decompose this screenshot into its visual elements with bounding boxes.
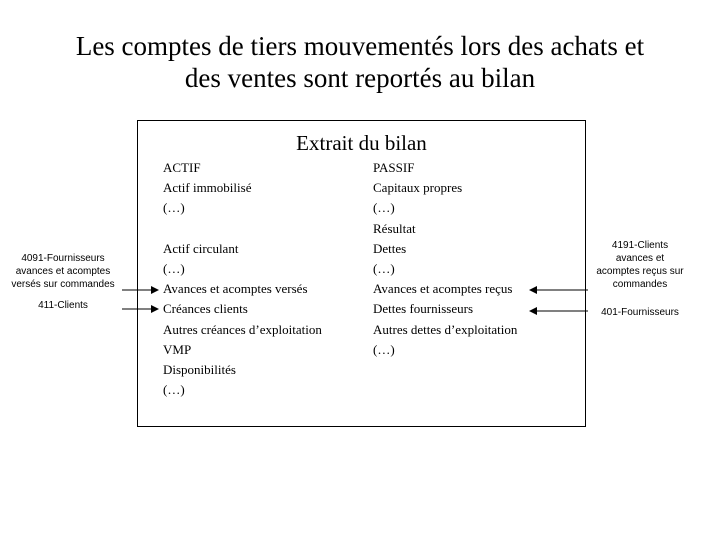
label-line: versés sur commandes xyxy=(11,279,115,290)
label-line: 4191-Clients xyxy=(611,240,669,251)
actif-line: VMP xyxy=(163,341,192,357)
bilan-box-title: Extrait du bilan xyxy=(296,131,427,155)
label-line: avances et xyxy=(615,253,665,264)
passif-header: PASSIF xyxy=(373,160,415,175)
actif-line: Actif immobilisé xyxy=(163,180,252,196)
passif-line-avances-recues: Avances et acomptes reçus xyxy=(373,281,513,297)
actif-line: (…) xyxy=(163,382,185,398)
actif-line: Autres créances d’exploitation xyxy=(163,321,322,337)
actif-line: Disponibilités xyxy=(163,361,236,377)
passif-line: (…) xyxy=(373,260,395,276)
label-401-fournisseurs: 401-Fournisseurs xyxy=(601,307,679,318)
actif-line-creances-clients: Créances clients xyxy=(163,301,248,317)
title-line-1: Les comptes de tiers mouvementés lors des achats et xyxy=(75,31,645,61)
label-411-clients: 411-Clients xyxy=(38,300,88,311)
label-line: acomptes reçus sur xyxy=(596,266,684,277)
actif-line-avances-versees: Avances et acomptes versés xyxy=(163,281,308,297)
label-line: avances et acomptes xyxy=(15,266,111,277)
actif-header: ACTIF xyxy=(163,160,201,175)
passif-line-dettes-fournisseurs: Dettes fournisseurs xyxy=(373,301,474,317)
passif-line: Dettes xyxy=(373,240,407,256)
passif-line: Capitaux propres xyxy=(373,180,463,196)
passif-line: Résultat xyxy=(373,220,416,236)
passif-line: (…) xyxy=(373,200,395,216)
actif-line: Actif circulant xyxy=(163,240,239,256)
actif-line: (…) xyxy=(163,260,185,276)
passif-line: (…) xyxy=(373,341,395,357)
passif-line: Autres dettes d’exploitation xyxy=(373,321,518,337)
label-line: commandes xyxy=(612,279,668,290)
actif-line: (…) xyxy=(163,200,185,216)
title-line-2: des ventes sont reportés au bilan xyxy=(184,63,536,93)
label-line: 4091-Fournisseurs xyxy=(21,253,105,264)
